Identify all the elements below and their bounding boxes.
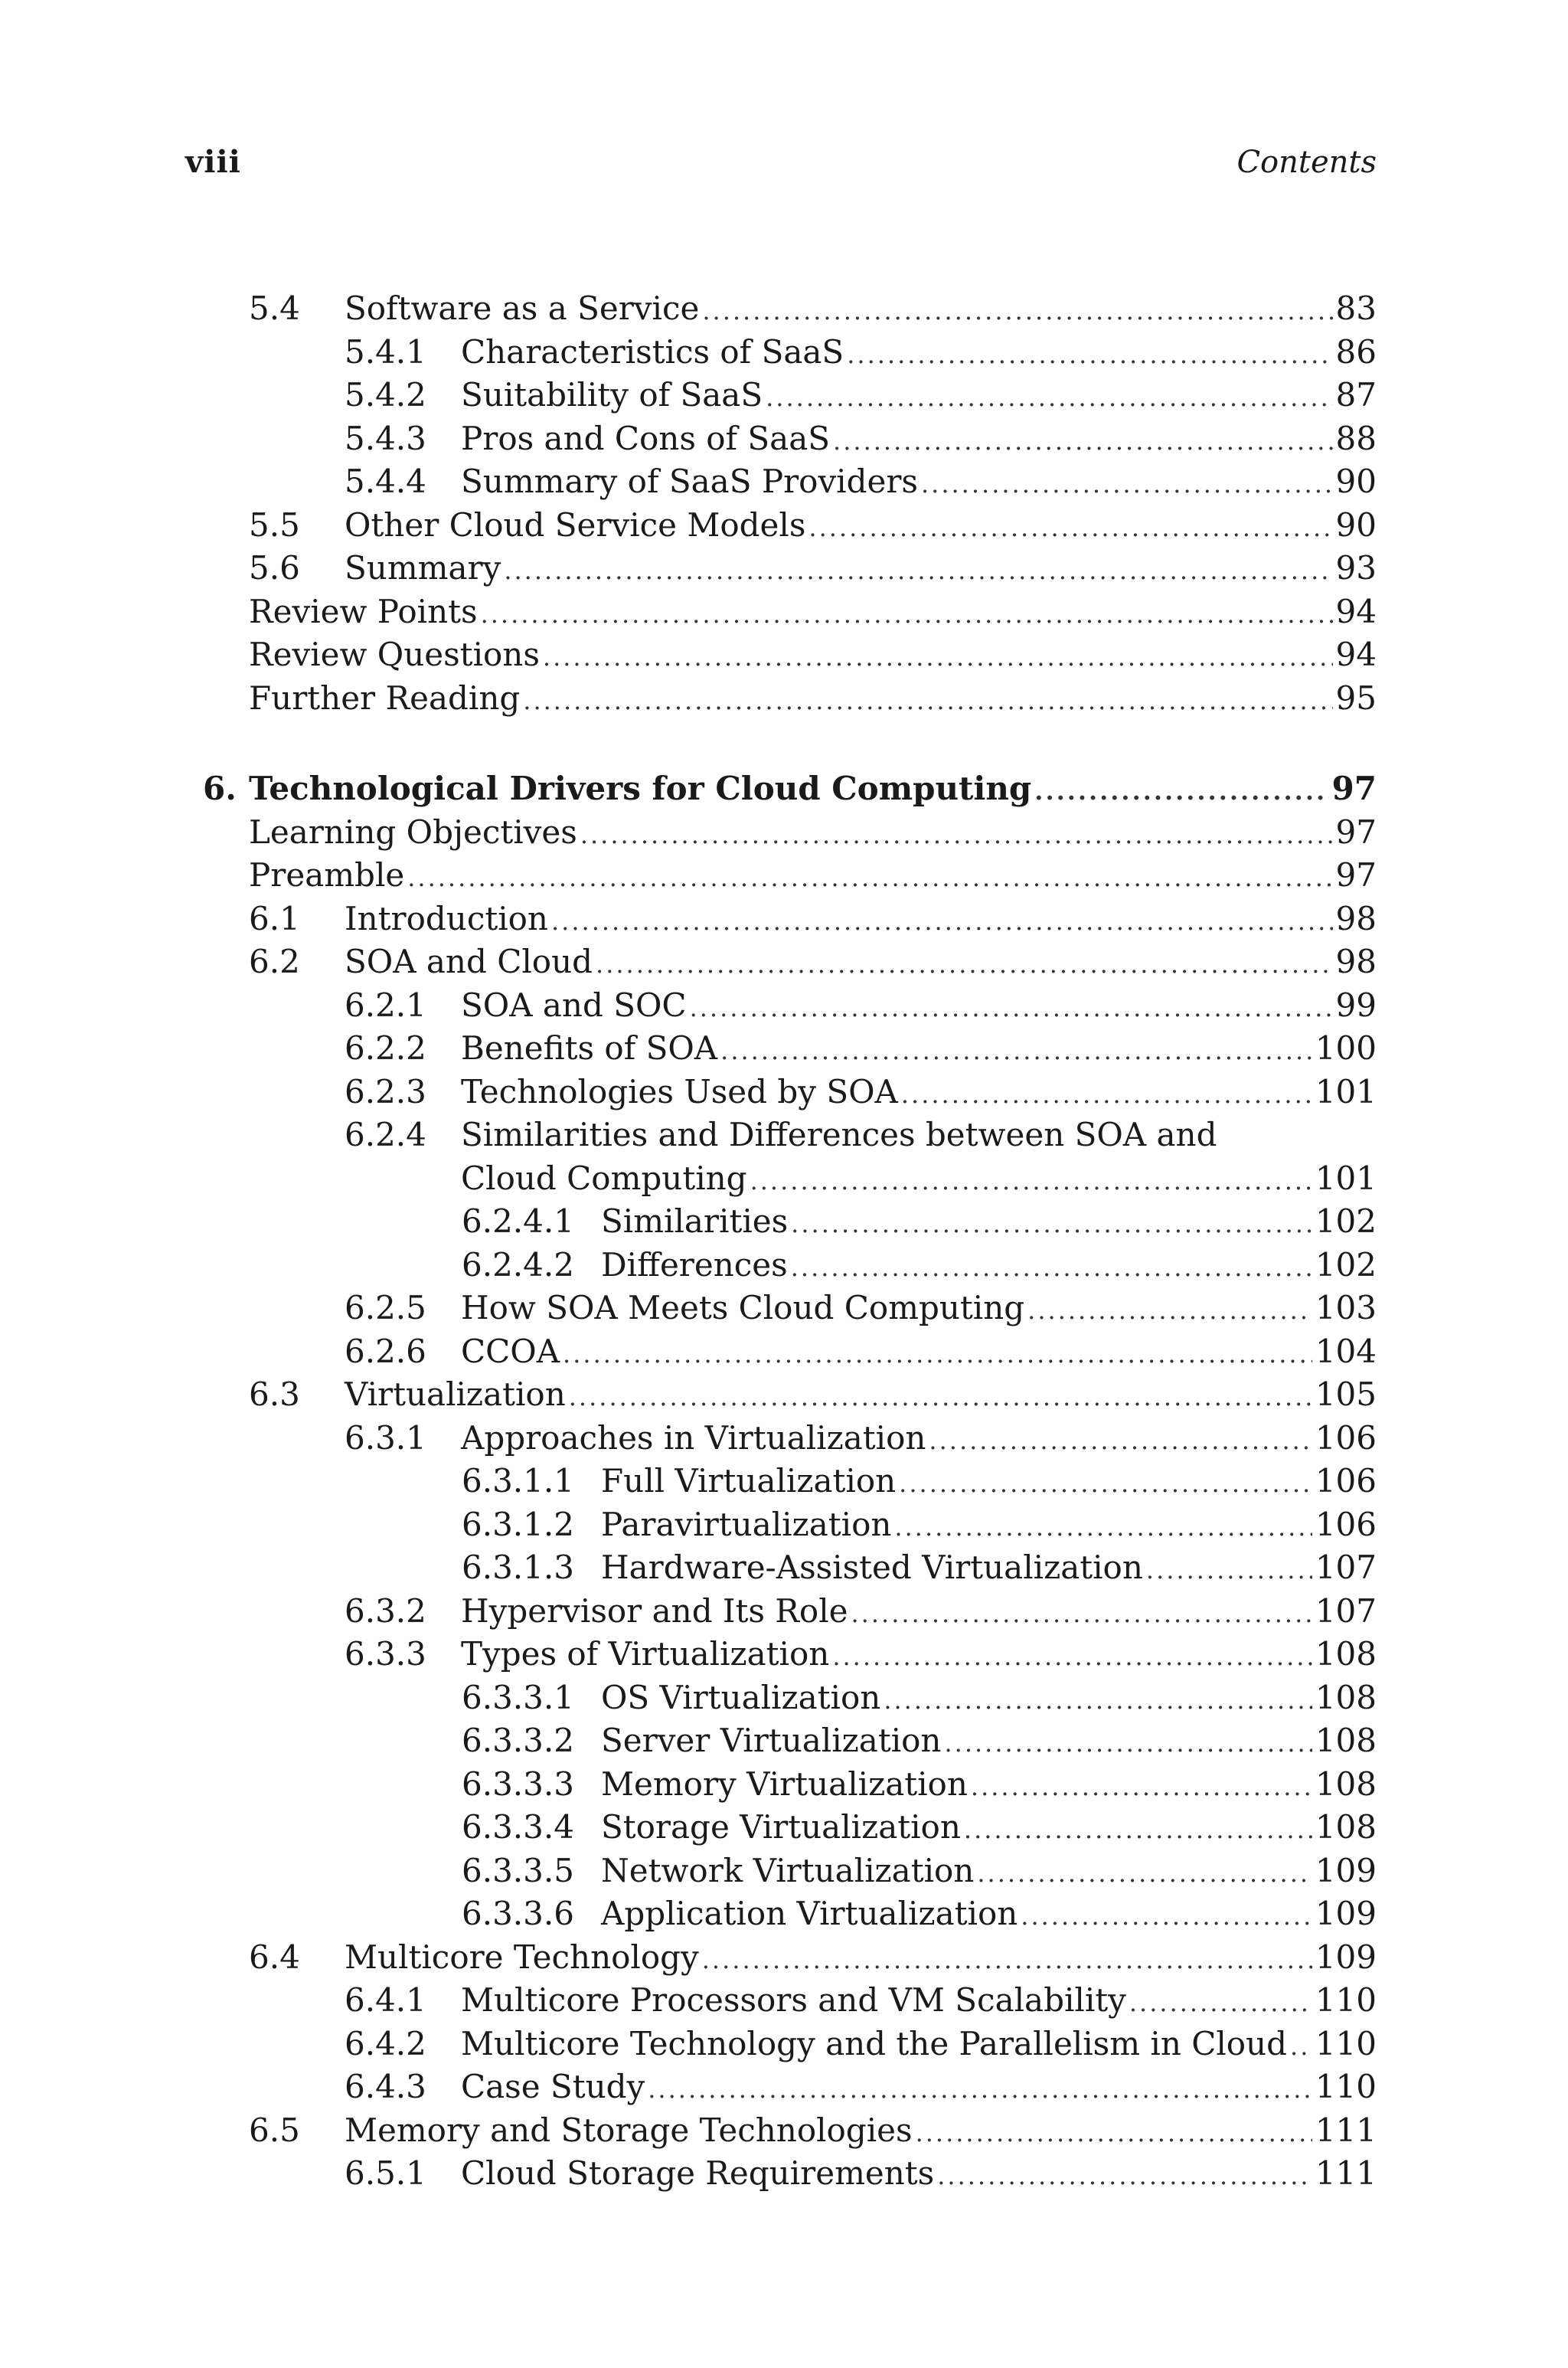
toc-entry-page-number: 88 — [1335, 419, 1377, 457]
dot-leader — [944, 1722, 1312, 1765]
toc-entry-number: 6.3 — [249, 1375, 300, 1413]
dot-leader — [929, 1419, 1312, 1462]
dot-leader — [884, 1679, 1312, 1722]
toc-entry-title: Types of Virtualization — [461, 1635, 830, 1673]
toc-entry-page-number: 86 — [1335, 332, 1377, 371]
toc-entry — [249, 547, 1377, 590]
toc-entry-number: 5.4 — [249, 289, 300, 327]
toc-entry-title: Pros and Cons of SaaS — [461, 419, 831, 457]
toc-entry — [249, 854, 1377, 897]
toc-entry-title: Hypervisor and Its Role — [461, 1591, 848, 1630]
toc-entry-page-number: 102 — [1315, 1202, 1377, 1240]
dot-leader — [851, 1592, 1312, 1635]
toc-entry-page-number: 110 — [1315, 2068, 1377, 2105]
toc-entry-page-number: 109 — [1315, 1895, 1377, 1932]
toc-entry-number: 6.2.5 — [345, 1289, 426, 1326]
toc-entry-page-number: 90 — [1335, 463, 1377, 500]
toc-entry-page-number: 98 — [1335, 899, 1377, 937]
toc-entry-title: Characteristics of SaaS — [461, 332, 844, 371]
toc-entry-number: 6.3.1.1 — [462, 1462, 574, 1500]
toc-entry — [345, 417, 1377, 460]
toc-entry — [345, 1417, 1377, 1460]
toc-entry-page-number: 109 — [1315, 1938, 1377, 1976]
toc-entry-page-number: 109 — [1315, 1851, 1377, 1889]
toc-entry-number: 6.2.6 — [345, 1332, 426, 1370]
toc-entry-page-number: 110 — [1315, 2024, 1377, 2062]
toc-entry-title: Technologies Used by SOA — [461, 1072, 898, 1110]
toc-entry — [249, 287, 1377, 330]
dot-leader — [847, 333, 1332, 376]
toc-entry — [345, 1979, 1377, 2022]
toc-entry-title: Similarities — [601, 1202, 789, 1240]
dot-leader — [543, 636, 1333, 679]
dot-leader — [791, 1246, 1312, 1289]
toc-entry — [345, 1287, 1377, 1330]
toc-entry-page-number: 94 — [1335, 592, 1377, 630]
toc-entry-page-number: 102 — [1315, 1245, 1377, 1284]
toc-entry-title: Virtualization — [345, 1375, 566, 1413]
toc-entry-number: 6. — [203, 770, 237, 807]
toc-entry-page-number: 111 — [1315, 2111, 1377, 2149]
toc-entry-page-number: 100 — [1315, 1029, 1377, 1067]
dot-leader — [916, 2111, 1312, 2154]
toc-entry-page-number: 106 — [1315, 1418, 1377, 1457]
toc-entry-page-number: 97 — [1331, 770, 1377, 807]
toc-entry — [345, 1633, 1377, 1676]
toc-entry-page-number: 97 — [1335, 856, 1377, 894]
toc-entry — [345, 2065, 1377, 2108]
toc-entry-title: Server Virtualization — [601, 1722, 942, 1759]
toc-entry-page-number: 95 — [1335, 679, 1377, 717]
dot-leader — [580, 813, 1333, 856]
dot-leader — [971, 1765, 1312, 1808]
toc-entry-title: Summary — [345, 549, 501, 587]
dot-leader — [1021, 1895, 1312, 1938]
dot-leader — [1027, 1289, 1312, 1332]
toc-entry-page-number: 108 — [1315, 1635, 1377, 1673]
toc-entry-number: 6.2 — [249, 943, 300, 980]
toc-entry-title: OS Virtualization — [601, 1678, 881, 1716]
toc-entry-number: 6.3.3 — [345, 1635, 426, 1673]
dot-leader — [702, 1938, 1312, 1981]
toc-entry-number: 6.3.3.5 — [462, 1851, 574, 1889]
toc-entry — [462, 1719, 1377, 1762]
toc-entry-page-number: 94 — [1335, 636, 1377, 673]
toc-entry — [345, 460, 1377, 503]
dot-leader — [750, 1159, 1312, 1202]
dot-leader — [901, 1073, 1312, 1116]
toc-entry-title: Review Questions — [249, 636, 540, 673]
dot-leader — [690, 986, 1333, 1029]
toc-entry — [462, 1763, 1377, 1806]
toc-entry-number: 6.2.4.2 — [462, 1245, 574, 1284]
toc-entry-number: 6.5 — [249, 2111, 300, 2149]
toc-entry-title: Other Cloud Service Models — [345, 505, 806, 544]
toc-entry — [249, 1936, 1377, 1979]
toc-entry-page-number: 83 — [1335, 289, 1377, 327]
toc-entry-title: Suitability of SaaS — [461, 376, 763, 414]
toc-entry-title: SOA and Cloud — [345, 943, 593, 980]
toc-entry-page-number: 106 — [1315, 1505, 1377, 1543]
toc-entry — [249, 2109, 1377, 2152]
toc-entry-title: Hardware-Assisted Virtualization — [601, 1549, 1143, 1586]
toc-entry-title: Cloud Storage Requirements — [461, 2154, 935, 2192]
toc-entry-title: Paravirtualization — [601, 1505, 892, 1543]
toc-entry-title: Summary of SaaS Providers — [461, 463, 918, 500]
toc-entry-title: Similarities and Differences between SOA and — [461, 1116, 1217, 1153]
toc-entry-title: Multicore Technology and the Parallelism in Cloud — [461, 2024, 1288, 2062]
toc-entry-number: 6.3.3.3 — [462, 1765, 574, 1803]
dot-leader — [563, 1333, 1312, 1375]
toc-entry-number: 6.4.1 — [345, 1981, 426, 2019]
toc-entry — [249, 1373, 1377, 1416]
toc-entry — [462, 1200, 1377, 1243]
dot-leader — [481, 593, 1333, 636]
toc-entry-title: SOA and SOC — [461, 986, 687, 1024]
dot-leader — [596, 943, 1333, 986]
toc-entry-number: 6.4.3 — [345, 2068, 426, 2105]
toc-entry-page-number: 90 — [1335, 505, 1377, 544]
toc-entry — [345, 984, 1377, 1027]
toc-chapter-entry — [203, 767, 1377, 810]
toc-entry-page-number: 111 — [1315, 2154, 1377, 2192]
toc-entry-page-number: 87 — [1335, 376, 1377, 414]
toc-entry-number: 6.2.4.1 — [462, 1202, 574, 1240]
toc-entry — [249, 677, 1377, 720]
toc-entry — [462, 1244, 1377, 1287]
toc-entry-title: Learning Objectives — [249, 813, 577, 851]
toc-entry-number: 6.2.2 — [345, 1029, 426, 1067]
dot-leader — [977, 1852, 1312, 1895]
toc-entry — [345, 2152, 1377, 2195]
toc-entry-number: 6.4.2 — [345, 2024, 426, 2062]
toc-entry-title: Multicore Technology — [345, 1938, 699, 1976]
toc-entry-number: 5.5 — [249, 505, 300, 544]
toc-entry — [249, 811, 1377, 854]
toc-entry-number: 6.5.1 — [345, 2154, 426, 2192]
toc-entry — [345, 331, 1377, 374]
toc-entry-title: Full Virtualization — [601, 1462, 897, 1500]
toc-entry-title: Memory and Storage Technologies — [345, 2111, 913, 2149]
dot-leader — [1290, 2025, 1312, 2068]
toc-entry-title: Memory Virtualization — [601, 1765, 968, 1803]
toc-entry-number: 5.6 — [249, 549, 300, 587]
dot-leader — [551, 900, 1333, 943]
dot-leader — [921, 463, 1333, 505]
toc-entry — [462, 1503, 1377, 1546]
toc-entry-page-number: 110 — [1315, 1981, 1377, 2019]
toc-entry — [249, 898, 1377, 940]
dot-leader — [894, 1506, 1312, 1549]
toc-entry — [345, 2023, 1377, 2065]
toc-entry-number: 6.3.1 — [345, 1418, 426, 1457]
toc-entry-page-number: 108 — [1315, 1722, 1377, 1759]
toc-entry-number: 6.3.3.4 — [462, 1808, 574, 1846]
toc-entry-title: Multicore Processors and VM Scalability — [461, 1981, 1126, 2019]
toc-entry — [345, 1114, 1377, 1156]
toc-entry-title: Further Reading — [249, 679, 521, 717]
toc-entry-title: Technological Drivers for Cloud Computing — [249, 770, 1032, 807]
toc-entry-title: Review Points — [249, 592, 478, 630]
toc-entry-number: 5.4.1 — [345, 332, 426, 371]
toc-entry-title: Cloud Computing — [461, 1159, 747, 1197]
page-folio: viii — [185, 144, 241, 180]
dot-leader — [832, 1635, 1312, 1678]
dot-leader — [937, 2154, 1312, 2197]
toc-entry — [249, 633, 1377, 676]
toc-entry-page-number: 101 — [1315, 1159, 1377, 1197]
dot-leader — [1034, 770, 1328, 813]
toc-entry-title: Differences — [601, 1245, 788, 1284]
dot-leader — [702, 289, 1332, 332]
toc-entry — [462, 1892, 1377, 1935]
toc-entry-number: 5.4.3 — [345, 419, 426, 457]
dot-leader — [964, 1808, 1312, 1851]
dot-leader — [808, 506, 1332, 549]
toc-entry-number: 6.4 — [249, 1938, 300, 1976]
dot-leader — [1129, 1981, 1312, 2024]
toc-entry-number: 5.4.2 — [345, 376, 426, 414]
toc-entry-title: Benefits of SOA — [461, 1029, 718, 1067]
toc-entry-number: 6.2.3 — [345, 1072, 426, 1110]
toc-entry-number: 6.3.1.3 — [462, 1549, 574, 1586]
toc-entry-title: Application Virtualization — [601, 1895, 1018, 1932]
toc-entry — [345, 1071, 1377, 1114]
toc-entry-page-number: 99 — [1335, 986, 1377, 1024]
toc-entry — [345, 1027, 1377, 1070]
toc-entry — [462, 1806, 1377, 1849]
toc-entry — [462, 1850, 1377, 1892]
toc-entry-page-number: 97 — [1335, 813, 1377, 851]
toc-entry-title: Storage Virtualization — [601, 1808, 961, 1846]
toc-entry — [249, 940, 1377, 983]
toc-entry-number: 6.3.1.2 — [462, 1505, 574, 1543]
toc-entry-number: 6.2.4 — [345, 1116, 426, 1153]
toc-entry-page-number: 105 — [1315, 1375, 1377, 1413]
dot-leader — [407, 856, 1332, 899]
toc-entry-page-number: 93 — [1335, 549, 1377, 587]
dot-leader — [833, 420, 1333, 463]
toc-entry — [249, 504, 1377, 547]
toc-entry-title: Approaches in Virtualization — [461, 1418, 926, 1457]
toc-entry-page-number: 101 — [1315, 1072, 1377, 1110]
dot-leader — [504, 549, 1332, 592]
running-title: Contents — [1236, 145, 1377, 180]
toc-entry-title: CCOA — [461, 1332, 560, 1370]
toc-entry — [345, 1590, 1377, 1633]
dot-leader — [766, 376, 1332, 419]
toc-entry-title: Preamble — [249, 856, 405, 894]
dot-leader — [569, 1375, 1312, 1418]
toc-entry — [249, 590, 1377, 633]
toc-entry-title: Introduction — [345, 899, 548, 937]
toc-entry — [345, 374, 1377, 417]
toc-entry-number: 6.1 — [249, 899, 300, 937]
toc-entry-title: Network Virtualization — [601, 1851, 975, 1889]
toc-entry — [462, 1676, 1377, 1719]
dot-leader — [523, 679, 1332, 722]
toc-entry-page-number: 104 — [1315, 1332, 1377, 1370]
toc-entry-page-number: 106 — [1315, 1462, 1377, 1500]
toc-entry-number: 6.2.1 — [345, 986, 426, 1024]
running-head — [185, 139, 1377, 185]
toc-entry-page-number: 108 — [1315, 1678, 1377, 1716]
toc-entry-page-number: 103 — [1315, 1289, 1377, 1326]
toc-entry-page-number: 98 — [1335, 943, 1377, 980]
toc-entry-title: Case Study — [461, 2068, 645, 2105]
toc-entry-number: 5.4.4 — [345, 463, 426, 500]
dot-leader — [720, 1029, 1312, 1072]
toc-entry-title: Software as a Service — [345, 289, 700, 327]
toc-entry-page-number: 108 — [1315, 1765, 1377, 1803]
toc-entry-number: 6.3.3.6 — [462, 1895, 574, 1932]
dot-leader — [791, 1202, 1312, 1245]
toc-entry — [345, 1330, 1377, 1373]
toc-entry-number: 6.3.3.1 — [462, 1678, 574, 1716]
toc-entry-number: 6.3.2 — [345, 1591, 426, 1630]
toc-entry — [345, 1157, 1377, 1200]
toc-entry — [462, 1460, 1377, 1503]
dot-leader — [1146, 1549, 1312, 1591]
toc-entry — [462, 1546, 1377, 1589]
dot-leader — [648, 2068, 1312, 2111]
toc-entry-page-number: 108 — [1315, 1808, 1377, 1846]
dot-leader — [899, 1462, 1312, 1505]
toc-entry-page-number: 107 — [1315, 1591, 1377, 1630]
toc-entry-page-number: 107 — [1315, 1549, 1377, 1586]
toc-entry-title: How SOA Meets Cloud Computing — [461, 1289, 1025, 1326]
toc-entry-number: 6.3.3.2 — [462, 1722, 574, 1759]
